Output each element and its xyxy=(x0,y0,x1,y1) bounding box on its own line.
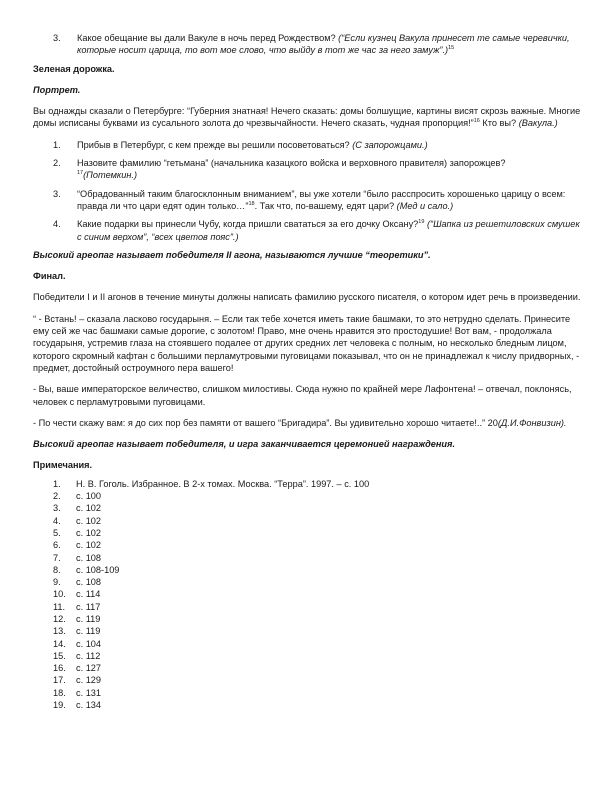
answer-text: (“Шапка из решетиловских смушек с синим верхом”, “всех цветов пояс”.) xyxy=(77,219,580,242)
section-heading-final: Финал. xyxy=(33,271,66,282)
final-quote-3 xyxy=(33,417,581,429)
note-text: с. 100 xyxy=(76,491,102,502)
note-item xyxy=(33,601,581,613)
note-item xyxy=(33,613,581,625)
note-text: с. 119 xyxy=(76,613,101,624)
answer-text: (Потемкин.) xyxy=(83,170,138,181)
note-item xyxy=(33,699,581,711)
quote-text: - По чести скажу вам: я до сих пор без памяти от вашего “Бригадира”. Вы удивительно хорошо читаете!..” xyxy=(33,417,486,428)
list-item xyxy=(33,139,581,151)
note-item xyxy=(33,687,581,699)
note-text: с. 131 xyxy=(76,687,102,698)
notes-heading: Примечания. xyxy=(33,460,93,471)
answer-text: (Вакула.) xyxy=(518,118,558,129)
note-number: 16. xyxy=(53,663,66,674)
note-text: Н. В. Гоголь. Избранное. В 2-х томах. Москва. “Терра”. 1997. – с. 100 xyxy=(76,478,370,489)
note-number: 11. xyxy=(53,601,66,612)
verdict-final: Высокий ареопаг называет победителя, и игра заканчивается церемонией награждения. xyxy=(33,439,455,450)
note-item xyxy=(33,527,581,539)
note-text: с. 112 xyxy=(76,650,101,661)
question-text: Какое обещание вы дали Вакуле в ночь перед Рождеством? xyxy=(77,33,339,43)
footnote-ref: 15 xyxy=(448,45,455,52)
document-content xyxy=(33,32,581,711)
note-item xyxy=(33,638,581,650)
list-item-number: 3. xyxy=(53,188,61,199)
question-text: Какие подарки вы принесли Чубу, когда пришли свататься за его дочку Оксану? xyxy=(77,219,419,230)
answer-text: (“Если кузнец Вакула принесет те самые черевички, которые носит царица, то вот мое слово, что выйду в тот же час за него замуж”.) xyxy=(77,33,570,56)
note-item xyxy=(33,490,581,502)
note-text: с. 104 xyxy=(76,638,102,649)
answer-text: (Д.И.Фонвизин). xyxy=(497,417,567,428)
note-item xyxy=(33,662,581,674)
note-number: 13. xyxy=(53,626,66,637)
answer-text: (С запорожцами.) xyxy=(352,139,428,150)
notes-list xyxy=(33,478,581,712)
footnote-ref: 18 xyxy=(248,200,255,207)
answer-text: (Мед и сало.) xyxy=(396,200,454,211)
note-text: с. 114 xyxy=(76,589,101,600)
note-number: 5. xyxy=(53,527,61,538)
note-number: 17. xyxy=(53,675,66,686)
note-number: 18. xyxy=(53,687,66,698)
note-item xyxy=(33,552,581,564)
final-quote-1: “ - Встань! – сказала ласково государыня. – Если так тебе хочется иметь такие башмаки, то это нетрудно сделать. Принесите ему сей же час башмаки самые дорогие, с золотом! Право, мне очень нравится это простодушие! Вот вам, - продолжала государыня, устремив глаза на стоявшего подалее от других средних лет человека с полным, но несколько бледным лицом, которого скромный кафтан с большими перламутровыми пуговицами показывал, что он не принадлежал к числу придворных, - предмет, достойный остроумного пера вашего! xyxy=(33,313,580,373)
note-item xyxy=(33,576,581,588)
note-text: с. 108 xyxy=(76,577,102,588)
section-heading-portrait: Портрет. xyxy=(33,84,81,95)
top-question-list xyxy=(33,32,581,57)
footnote-ref: 16 xyxy=(473,118,480,125)
list-item-number: 2. xyxy=(53,158,61,169)
footnote-number: 20 xyxy=(485,417,498,428)
note-number: 15. xyxy=(53,650,66,661)
portrait-paragraph xyxy=(33,105,581,130)
note-number: 14. xyxy=(53,638,66,649)
note-number: 4. xyxy=(53,515,61,526)
note-number: 8. xyxy=(53,564,61,575)
note-number: 19. xyxy=(53,700,66,711)
note-item xyxy=(33,515,581,527)
note-text: с. 108-109 xyxy=(76,564,120,575)
final-intro: Победители I и II агонов в течение минуты должны написать фамилию русского писателя, о котором идет речь в произведении. xyxy=(33,292,581,303)
question-text-cont: . Так что, по-вашему, едят цари? xyxy=(254,200,397,211)
note-number: 1. xyxy=(53,478,61,489)
portrait-question-list xyxy=(33,139,581,243)
list-item-number: 3. xyxy=(53,33,61,43)
note-text: с. 108 xyxy=(76,552,102,563)
list-item xyxy=(33,157,581,182)
note-text: с. 102 xyxy=(76,515,102,526)
list-item-text xyxy=(77,139,581,151)
list-item-text xyxy=(77,218,581,243)
note-item xyxy=(33,674,581,686)
final-quote-2: - Вы, ваше императорское величество, слишком милостивы. Сюда нужно по крайней мере Лафонтена! – отвечал, поклонясь, человек с перламутровыми пуговицами. xyxy=(33,384,572,407)
section-heading-green-path: Зеленая дорожка. xyxy=(33,63,115,74)
note-number: 2. xyxy=(53,491,61,502)
note-item xyxy=(33,650,581,662)
note-number: 3. xyxy=(53,503,61,514)
note-number: 6. xyxy=(53,540,61,551)
list-item xyxy=(33,188,581,213)
note-item xyxy=(33,539,581,551)
note-text: с. 102 xyxy=(76,540,102,551)
note-number: 10. xyxy=(53,589,66,600)
list-item-text xyxy=(77,32,581,57)
question-text: Назовите фамилию “гетьмана” (начальника казацкого войска и верховного правителя) запорожцев? xyxy=(77,158,506,169)
note-text: с. 129 xyxy=(76,675,102,686)
question-text: “Обрадованный таким благосклонным вниманием”, вы уже хотели “было расспросить хорошенько царицу о всем: правда ли что цари едят один только…” xyxy=(77,188,566,211)
footnote-ref: 17 xyxy=(77,170,84,177)
verdict-agon-2: Высокий ареопаг называет победителя II агона, называются лучшие “теоретики”. xyxy=(33,249,431,260)
note-number: 12. xyxy=(53,613,66,624)
note-text: с. 117 xyxy=(76,601,101,612)
note-text: с. 102 xyxy=(76,527,102,538)
list-item-number: 1. xyxy=(53,139,61,150)
note-item xyxy=(33,478,581,490)
list-item-text xyxy=(77,188,581,213)
list-item xyxy=(33,218,581,243)
note-text: с. 134 xyxy=(76,700,102,711)
portrait-question: Кто вы? xyxy=(479,118,519,129)
note-item xyxy=(33,564,581,576)
note-item xyxy=(33,588,581,600)
list-item-number: 4. xyxy=(53,219,61,230)
note-number: 7. xyxy=(53,552,61,563)
note-text: с. 119 xyxy=(76,626,101,637)
note-number: 9. xyxy=(53,577,61,588)
note-item xyxy=(33,625,581,637)
footnote-ref: 19 xyxy=(418,219,425,226)
note-item xyxy=(33,502,581,514)
list-item xyxy=(33,32,581,57)
question-text: Прибыв в Петербург, с кем прежде вы решили посоветоваться? xyxy=(77,139,353,150)
note-text: с. 127 xyxy=(76,663,102,674)
list-item-text xyxy=(77,157,581,182)
note-text: с. 102 xyxy=(76,503,102,514)
portrait-quote: Вы однажды сказали о Петербурге: “Губерния знатная! Нечего сказать: домы болшущие, картины висят скрозь важные. Многие домы исписаны буквами из сусального золота до чрезвычайности. Нечего сказать, чудная пропорция!” xyxy=(33,106,581,129)
